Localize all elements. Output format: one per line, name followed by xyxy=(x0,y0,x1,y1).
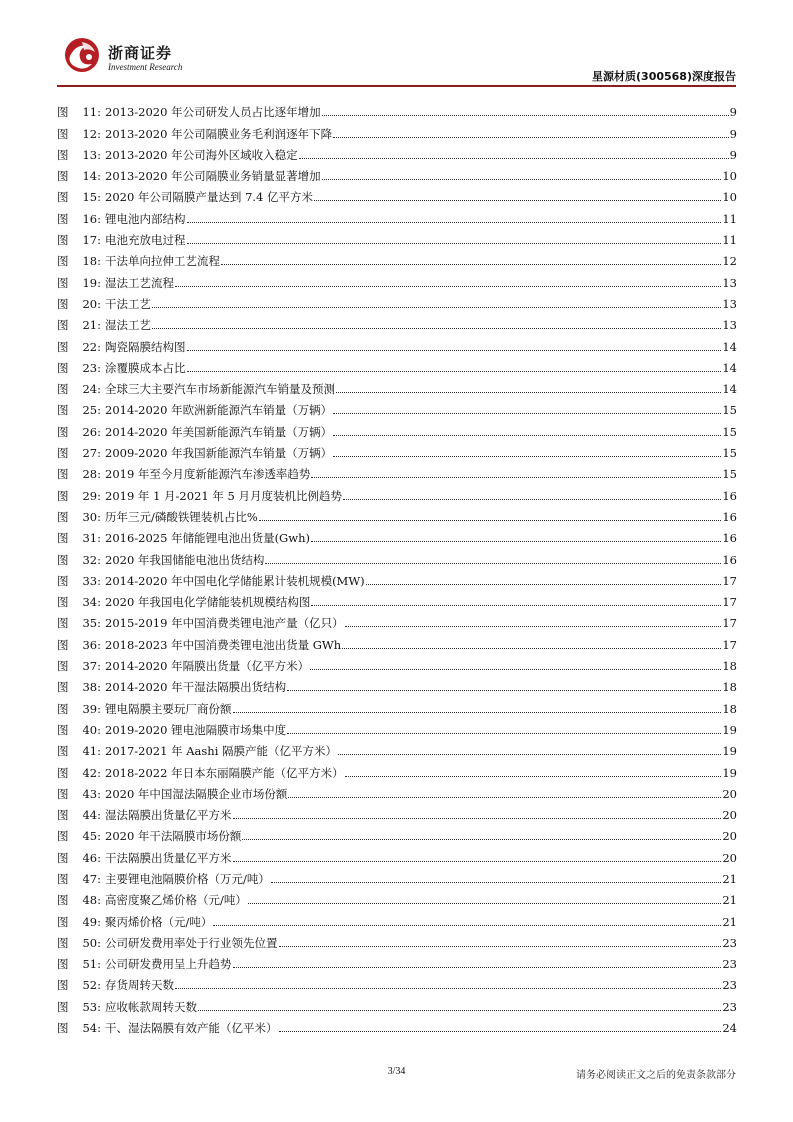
toc-entry-label: 图 xyxy=(57,488,69,503)
toc-entry[interactable] xyxy=(57,886,737,907)
toc-leader-dots xyxy=(242,839,721,840)
toc-entry-title: 电池充放电过程 xyxy=(105,233,186,248)
toc-entry-title: 2020 年公司隔膜产量达到 7.4 亿平方米 xyxy=(105,190,314,205)
toc-entry-label: 图 xyxy=(57,871,69,886)
toc-entry-label: 图 xyxy=(57,403,69,418)
toc-entry-label: 图 xyxy=(57,637,69,652)
toc-leader-dots xyxy=(322,179,722,180)
toc-entry[interactable] xyxy=(57,247,737,268)
toc-entry-title: 2020 年我国储能电池出货结构 xyxy=(105,552,265,567)
toc-leader-dots xyxy=(271,882,721,883)
toc-leader-dots xyxy=(259,520,722,521)
toc-leader-dots xyxy=(366,584,722,585)
toc-leader-dots xyxy=(187,222,722,223)
toc-leader-dots xyxy=(279,946,722,947)
toc-leader-dots xyxy=(233,712,722,713)
toc-leader-dots xyxy=(175,286,721,287)
toc-entry-page: 17 xyxy=(722,616,737,631)
toc-leader-dots xyxy=(311,605,721,606)
toc-entry-number: 40: xyxy=(82,722,101,737)
toc-entry-title: 2013-2020 年公司海外区域收入稳定 xyxy=(105,147,298,162)
toc-entry-number: 48: xyxy=(82,893,101,908)
toc-entry-title: 陶瓷隔膜结构图 xyxy=(105,339,186,354)
toc-entry-label: 图 xyxy=(57,509,69,524)
toc-entry-title: 干法单向拉伸工艺流程 xyxy=(105,254,220,269)
toc-entry-title: 锂电池内部结构 xyxy=(105,211,186,226)
toc-entry-number: 50: xyxy=(82,935,101,950)
toc-entry[interactable] xyxy=(57,183,737,204)
toc-entry[interactable] xyxy=(57,929,737,950)
toc-entry[interactable] xyxy=(57,524,737,545)
toc-entry[interactable] xyxy=(57,843,737,864)
page-header xyxy=(0,0,793,90)
toc-leader-dots xyxy=(187,371,722,372)
toc-entry-title: 2009-2020 年我国新能源汽车销量（万辆） xyxy=(105,446,333,461)
toc-leader-dots xyxy=(279,1031,722,1032)
toc-leader-dots xyxy=(338,754,721,755)
toc-entry-page: 15 xyxy=(722,424,737,439)
toc-entry-label: 图 xyxy=(57,701,69,716)
toc-entry-title: 2014-2020 年干湿法隔膜出货结构 xyxy=(105,680,287,695)
toc-entry-title: 湿法工艺 xyxy=(105,318,151,333)
toc-entry[interactable] xyxy=(57,971,737,992)
toc-entry-label: 图 xyxy=(57,296,69,311)
toc-leader-dots xyxy=(187,243,722,244)
toc-leader-dots xyxy=(175,988,721,989)
disclaimer-note: 请务必阅读正文之后的免责条款部分 xyxy=(576,1070,736,1081)
toc-entry[interactable] xyxy=(57,503,737,524)
toc-entry-number: 11: xyxy=(82,105,101,120)
toc-entry-page: 21 xyxy=(722,914,737,929)
toc-entry-number: 23: xyxy=(82,360,101,375)
toc-leader-dots xyxy=(233,967,722,968)
toc-entry-page: 13 xyxy=(722,275,737,290)
toc-entry-page: 15 xyxy=(722,467,737,482)
toc-entry-number: 20: xyxy=(82,296,101,311)
toc-entry-number: 22: xyxy=(82,339,101,354)
toc-leader-dots xyxy=(152,307,721,308)
toc-entry-number: 51: xyxy=(82,957,101,972)
toc-leader-dots xyxy=(343,499,721,500)
toc-entry-label: 图 xyxy=(57,829,69,844)
toc-entry-title: 公司研发费用呈上升趋势 xyxy=(105,957,232,972)
toc-leader-dots xyxy=(311,477,721,478)
toc-entry[interactable] xyxy=(57,460,737,481)
toc-entry[interactable] xyxy=(57,652,737,673)
toc-entry-number: 44: xyxy=(82,808,101,823)
toc-entry-title: 2018-2022 年日本东丽隔膜产能（亿平方米） xyxy=(105,765,344,780)
toc-entry-title: 2014-2020 年隔膜出货量（亿平方米） xyxy=(105,659,310,674)
toc-entry-label: 图 xyxy=(57,999,69,1014)
toc-entry-title: 2020 年干法隔膜市场份额 xyxy=(105,829,242,844)
toc-entry-title: 2019-2020 锂电池隔膜市场集中度 xyxy=(105,722,287,737)
toc-entry-page: 15 xyxy=(722,446,737,461)
toc-entry-page: 16 xyxy=(722,488,737,503)
toc-entry-title: 湿法隔膜出货量亿平方米 xyxy=(105,808,232,823)
toc-entry-title: 2019 年至今月度新能源汽车渗透率趋势 xyxy=(105,467,311,482)
toc-entry-title: 存货周转天数 xyxy=(105,978,174,993)
toc-entry[interactable] xyxy=(57,950,737,971)
toc-entry[interactable] xyxy=(57,673,737,694)
toc-entry-number: 26: xyxy=(82,424,101,439)
toc-entry-label: 图 xyxy=(57,318,69,333)
toc-entry-title: 2015-2019 年中国消费类锂电池产量（亿只） xyxy=(105,616,344,631)
toc-entry-title: 2019 年 1 月-2021 年 5 月月度装机比例趋势 xyxy=(105,488,342,503)
toc-entry-label: 图 xyxy=(57,233,69,248)
report-title: 星源材质(300568)深度报告 xyxy=(592,70,736,83)
toc-entry-number: 35: xyxy=(82,616,101,631)
toc-leader-dots xyxy=(233,818,722,819)
toc-entry-number: 37: xyxy=(82,659,101,674)
toc-entry-page: 20 xyxy=(722,850,737,865)
toc-entry-page: 14 xyxy=(722,382,737,397)
toc-entry-page: 9 xyxy=(729,105,737,120)
toc-leader-dots xyxy=(265,563,721,564)
toc-entry[interactable] xyxy=(57,801,737,822)
toc-entry-label: 图 xyxy=(57,744,69,759)
toc-entry[interactable] xyxy=(57,567,737,588)
toc-entry-page: 14 xyxy=(722,339,737,354)
toc-leader-dots xyxy=(345,626,722,627)
toc-entry-title: 2013-2020 年公司隔膜业务毛利润逐年下降 xyxy=(105,126,333,141)
toc-leader-dots xyxy=(287,690,721,691)
toc-leader-dots xyxy=(322,115,729,116)
toc-entry-title: 2014-2020 年美国新能源汽车销量（万辆） xyxy=(105,424,333,439)
toc-entry-label: 图 xyxy=(57,531,69,546)
toc-entry-page: 17 xyxy=(722,595,737,610)
toc-entry[interactable] xyxy=(57,694,737,715)
brand-subtitle: Investment Research xyxy=(108,62,183,72)
toc-leader-dots xyxy=(221,264,721,265)
toc-entry-title: 高密度聚乙烯价格（元/吨） xyxy=(105,893,247,908)
toc-entry-number: 31: xyxy=(82,531,101,546)
toc-entry-label: 图 xyxy=(57,893,69,908)
toc-entry-number: 52: xyxy=(82,978,101,993)
toc-entry-number: 47: xyxy=(82,871,101,886)
toc-entry-page: 17 xyxy=(722,637,737,652)
toc-entry-page: 19 xyxy=(722,765,737,780)
toc-entry-number: 27: xyxy=(82,446,101,461)
toc-entry-number: 38: xyxy=(82,680,101,695)
toc-leader-dots xyxy=(333,435,721,436)
toc-entry-label: 图 xyxy=(57,446,69,461)
toc-entry-label: 图 xyxy=(57,680,69,695)
toc-entry[interactable] xyxy=(57,375,737,396)
toc-entry[interactable] xyxy=(57,481,737,502)
toc-entry-label: 图 xyxy=(57,914,69,929)
toc-entry-number: 34: xyxy=(82,595,101,610)
toc-entry-label: 图 xyxy=(57,935,69,950)
toc-entry-page: 20 xyxy=(722,808,737,823)
toc-entry-label: 图 xyxy=(57,765,69,780)
toc-entry-title: 2014-2020 年中国电化学储能累计装机规模(MW) xyxy=(105,573,365,588)
toc-entry-label: 图 xyxy=(57,573,69,588)
toc-entry-label: 图 xyxy=(57,467,69,482)
toc-entry-title: 公司研发费用率处于行业领先位置 xyxy=(105,935,278,950)
figure-list xyxy=(57,98,737,1035)
toc-entry-page: 23 xyxy=(722,957,737,972)
toc-entry-title: 2013-2020 年公司隔膜业务销量显著增加 xyxy=(105,169,321,184)
toc-entry-number: 12: xyxy=(82,126,101,141)
toc-entry-title: 历年三元/磷酸铁锂装机占比% xyxy=(105,509,258,524)
toc-entry[interactable] xyxy=(57,311,737,332)
toc-entry-number: 36: xyxy=(82,637,101,652)
toc-entry-number: 32: xyxy=(82,552,101,567)
header-divider xyxy=(57,85,736,87)
toc-entry-number: 13: xyxy=(82,147,101,162)
toc-entry-page: 23 xyxy=(722,935,737,950)
toc-entry-title: 应收帐款周转天数 xyxy=(105,999,197,1014)
toc-entry-page: 20 xyxy=(722,829,737,844)
toc-entry-title: 涂覆膜成本占比 xyxy=(105,360,186,375)
toc-entry-title: 2018-2023 年中国消费类锂电池出货量 GWh xyxy=(105,637,342,652)
toc-entry-number: 21: xyxy=(82,318,101,333)
toc-entry-label: 图 xyxy=(57,360,69,375)
toc-entry[interactable] xyxy=(57,822,737,843)
toc-entry-number: 28: xyxy=(82,467,101,482)
toc-entry-label: 图 xyxy=(57,339,69,354)
toc-entry-number: 24: xyxy=(82,382,101,397)
toc-entry-number: 46: xyxy=(82,850,101,865)
toc-entry-page: 12 xyxy=(722,254,737,269)
toc-leader-dots xyxy=(213,925,721,926)
toc-entry-number: 30: xyxy=(82,509,101,524)
toc-entry-page: 19 xyxy=(722,722,737,737)
toc-leader-dots xyxy=(288,797,721,798)
toc-entry-label: 图 xyxy=(57,957,69,972)
toc-leader-dots xyxy=(342,648,721,649)
toc-entry-number: 54: xyxy=(82,1021,101,1036)
toc-entry-title: 2013-2020 年公司研发人员占比逐年增加 xyxy=(105,105,321,120)
toc-entry[interactable] xyxy=(57,204,737,225)
toc-entry-number: 29: xyxy=(82,488,101,503)
toc-entry-label: 图 xyxy=(57,1021,69,1036)
toc-leader-dots xyxy=(345,776,722,777)
toc-entry-page: 10 xyxy=(722,190,737,205)
toc-entry-page: 21 xyxy=(722,871,737,886)
toc-entry[interactable] xyxy=(57,417,737,438)
toc-entry-label: 图 xyxy=(57,424,69,439)
toc-entry-label: 图 xyxy=(57,978,69,993)
toc-entry-page: 15 xyxy=(722,403,737,418)
toc-entry[interactable] xyxy=(57,226,737,247)
toc-entry-label: 图 xyxy=(57,382,69,397)
toc-entry-title: 2014-2020 年欧洲新能源汽车销量（万辆） xyxy=(105,403,333,418)
toc-entry-title: 干、湿法隔膜有效产能（亿平米） xyxy=(105,1021,278,1036)
toc-entry[interactable] xyxy=(57,268,737,289)
toc-entry[interactable] xyxy=(57,354,737,375)
toc-leader-dots xyxy=(333,137,729,138)
toc-entry-page: 16 xyxy=(722,552,737,567)
toc-entry[interactable] xyxy=(57,609,737,630)
toc-entry-label: 图 xyxy=(57,275,69,290)
toc-entry-number: 41: xyxy=(82,744,101,759)
toc-leader-dots xyxy=(311,541,721,542)
toc-entry[interactable] xyxy=(57,992,737,1013)
toc-entry-title: 干法隔膜出货量亿平方米 xyxy=(105,850,232,865)
toc-entry[interactable] xyxy=(57,780,737,801)
toc-entry-label: 图 xyxy=(57,850,69,865)
toc-entry-label: 图 xyxy=(57,105,69,120)
toc-entry-label: 图 xyxy=(57,616,69,631)
toc-entry[interactable] xyxy=(57,439,737,460)
toc-entry-number: 17: xyxy=(82,233,101,248)
toc-entry-label: 图 xyxy=(57,786,69,801)
toc-entry-page: 11 xyxy=(722,211,737,226)
toc-leader-dots xyxy=(233,861,722,862)
toc-entry[interactable] xyxy=(57,907,737,928)
toc-entry-label: 图 xyxy=(57,595,69,610)
toc-leader-dots xyxy=(314,200,721,201)
brand-name: 浙商证券 xyxy=(108,44,173,62)
toc-entry-number: 14: xyxy=(82,169,101,184)
toc-entry-page: 18 xyxy=(722,659,737,674)
toc-entry-label: 图 xyxy=(57,147,69,162)
toc-entry-label: 图 xyxy=(57,808,69,823)
toc-entry-number: 16: xyxy=(82,211,101,226)
toc-entry-title: 2020 年中国湿法隔膜企业市场份额 xyxy=(105,786,288,801)
toc-entry[interactable] xyxy=(57,630,737,651)
toc-leader-dots xyxy=(287,733,721,734)
toc-entry-page: 21 xyxy=(722,893,737,908)
toc-entry-number: 43: xyxy=(82,786,101,801)
toc-entry[interactable] xyxy=(57,1014,737,1035)
toc-entry[interactable] xyxy=(57,758,737,779)
toc-entry-page: 19 xyxy=(722,744,737,759)
toc-entry-number: 42: xyxy=(82,765,101,780)
toc-entry[interactable] xyxy=(57,332,737,353)
toc-entry-label: 图 xyxy=(57,211,69,226)
toc-leader-dots xyxy=(299,158,729,159)
toc-entry-label: 图 xyxy=(57,722,69,737)
toc-leader-dots xyxy=(310,669,721,670)
toc-entry-number: 45: xyxy=(82,829,101,844)
page-number: 3/34 xyxy=(387,1066,406,1077)
toc-entry-page: 18 xyxy=(722,701,737,716)
toc-entry-page: 13 xyxy=(722,318,737,333)
toc-entry-number: 49: xyxy=(82,914,101,929)
toc-entry-page: 16 xyxy=(722,531,737,546)
toc-leader-dots xyxy=(333,413,721,414)
toc-entry-number: 15: xyxy=(82,190,101,205)
toc-entry-label: 图 xyxy=(57,190,69,205)
toc-entry-page: 9 xyxy=(729,147,737,162)
toc-entry[interactable] xyxy=(57,396,737,417)
toc-entry[interactable] xyxy=(57,545,737,566)
toc-entry-page: 10 xyxy=(722,169,737,184)
toc-entry-page: 23 xyxy=(722,978,737,993)
toc-entry-page: 23 xyxy=(722,999,737,1014)
toc-entry[interactable] xyxy=(57,588,737,609)
toc-entry-number: 53: xyxy=(82,999,101,1014)
toc-entry-page: 13 xyxy=(722,296,737,311)
toc-entry-page: 20 xyxy=(722,786,737,801)
toc-entry[interactable] xyxy=(57,141,737,162)
toc-entry-title: 2020 年我国电化学储能装机规模结构图 xyxy=(105,595,311,610)
toc-entry-title: 2017-2021 年 Aashi 隔膜产能（亿平方米） xyxy=(105,744,338,759)
toc-entry[interactable] xyxy=(57,119,737,140)
toc-entry-number: 25: xyxy=(82,403,101,418)
toc-entry-page: 17 xyxy=(722,573,737,588)
toc-entry-title: 全球三大主要汽车市场新能源汽车销量及预测 xyxy=(105,382,335,397)
toc-leader-dots xyxy=(248,903,721,904)
toc-leader-dots xyxy=(198,1010,721,1011)
toc-entry-label: 图 xyxy=(57,659,69,674)
toc-entry-label: 图 xyxy=(57,552,69,567)
toc-entry-title: 聚丙烯价格（元/吨） xyxy=(105,914,213,929)
toc-entry[interactable] xyxy=(57,716,737,737)
toc-entry-title: 锂电隔膜主要玩厂商份额 xyxy=(105,701,232,716)
toc-leader-dots xyxy=(333,456,721,457)
toc-entry[interactable] xyxy=(57,865,737,886)
toc-entry-title: 湿法工艺流程 xyxy=(105,275,174,290)
toc-entry-page: 24 xyxy=(722,1021,737,1036)
broker-logo-icon xyxy=(62,36,102,74)
toc-leader-dots xyxy=(336,392,721,393)
toc-leader-dots xyxy=(152,328,721,329)
toc-entry-page: 11 xyxy=(722,233,737,248)
toc-entry[interactable] xyxy=(57,162,737,183)
toc-entry-page: 14 xyxy=(722,360,737,375)
toc-entry-title: 干法工艺 xyxy=(105,296,151,311)
toc-leader-dots xyxy=(187,350,722,351)
toc-entry-page: 18 xyxy=(722,680,737,695)
toc-entry-title: 主要锂电池隔膜价格（万元/吨） xyxy=(105,871,270,886)
toc-entry-page: 9 xyxy=(729,126,737,141)
toc-entry-title: 2016-2025 年储能锂电池出货量(Gwh) xyxy=(105,531,310,546)
toc-entry-label: 图 xyxy=(57,254,69,269)
toc-entry[interactable] xyxy=(57,737,737,758)
toc-entry-number: 39: xyxy=(82,701,101,716)
toc-entry[interactable] xyxy=(57,98,737,119)
toc-entry[interactable] xyxy=(57,290,737,311)
toc-entry-page: 16 xyxy=(722,509,737,524)
toc-entry-label: 图 xyxy=(57,126,69,141)
toc-entry-number: 33: xyxy=(82,573,101,588)
toc-entry-number: 18: xyxy=(82,254,101,269)
toc-entry-label: 图 xyxy=(57,169,69,184)
toc-entry-number: 19: xyxy=(82,275,101,290)
